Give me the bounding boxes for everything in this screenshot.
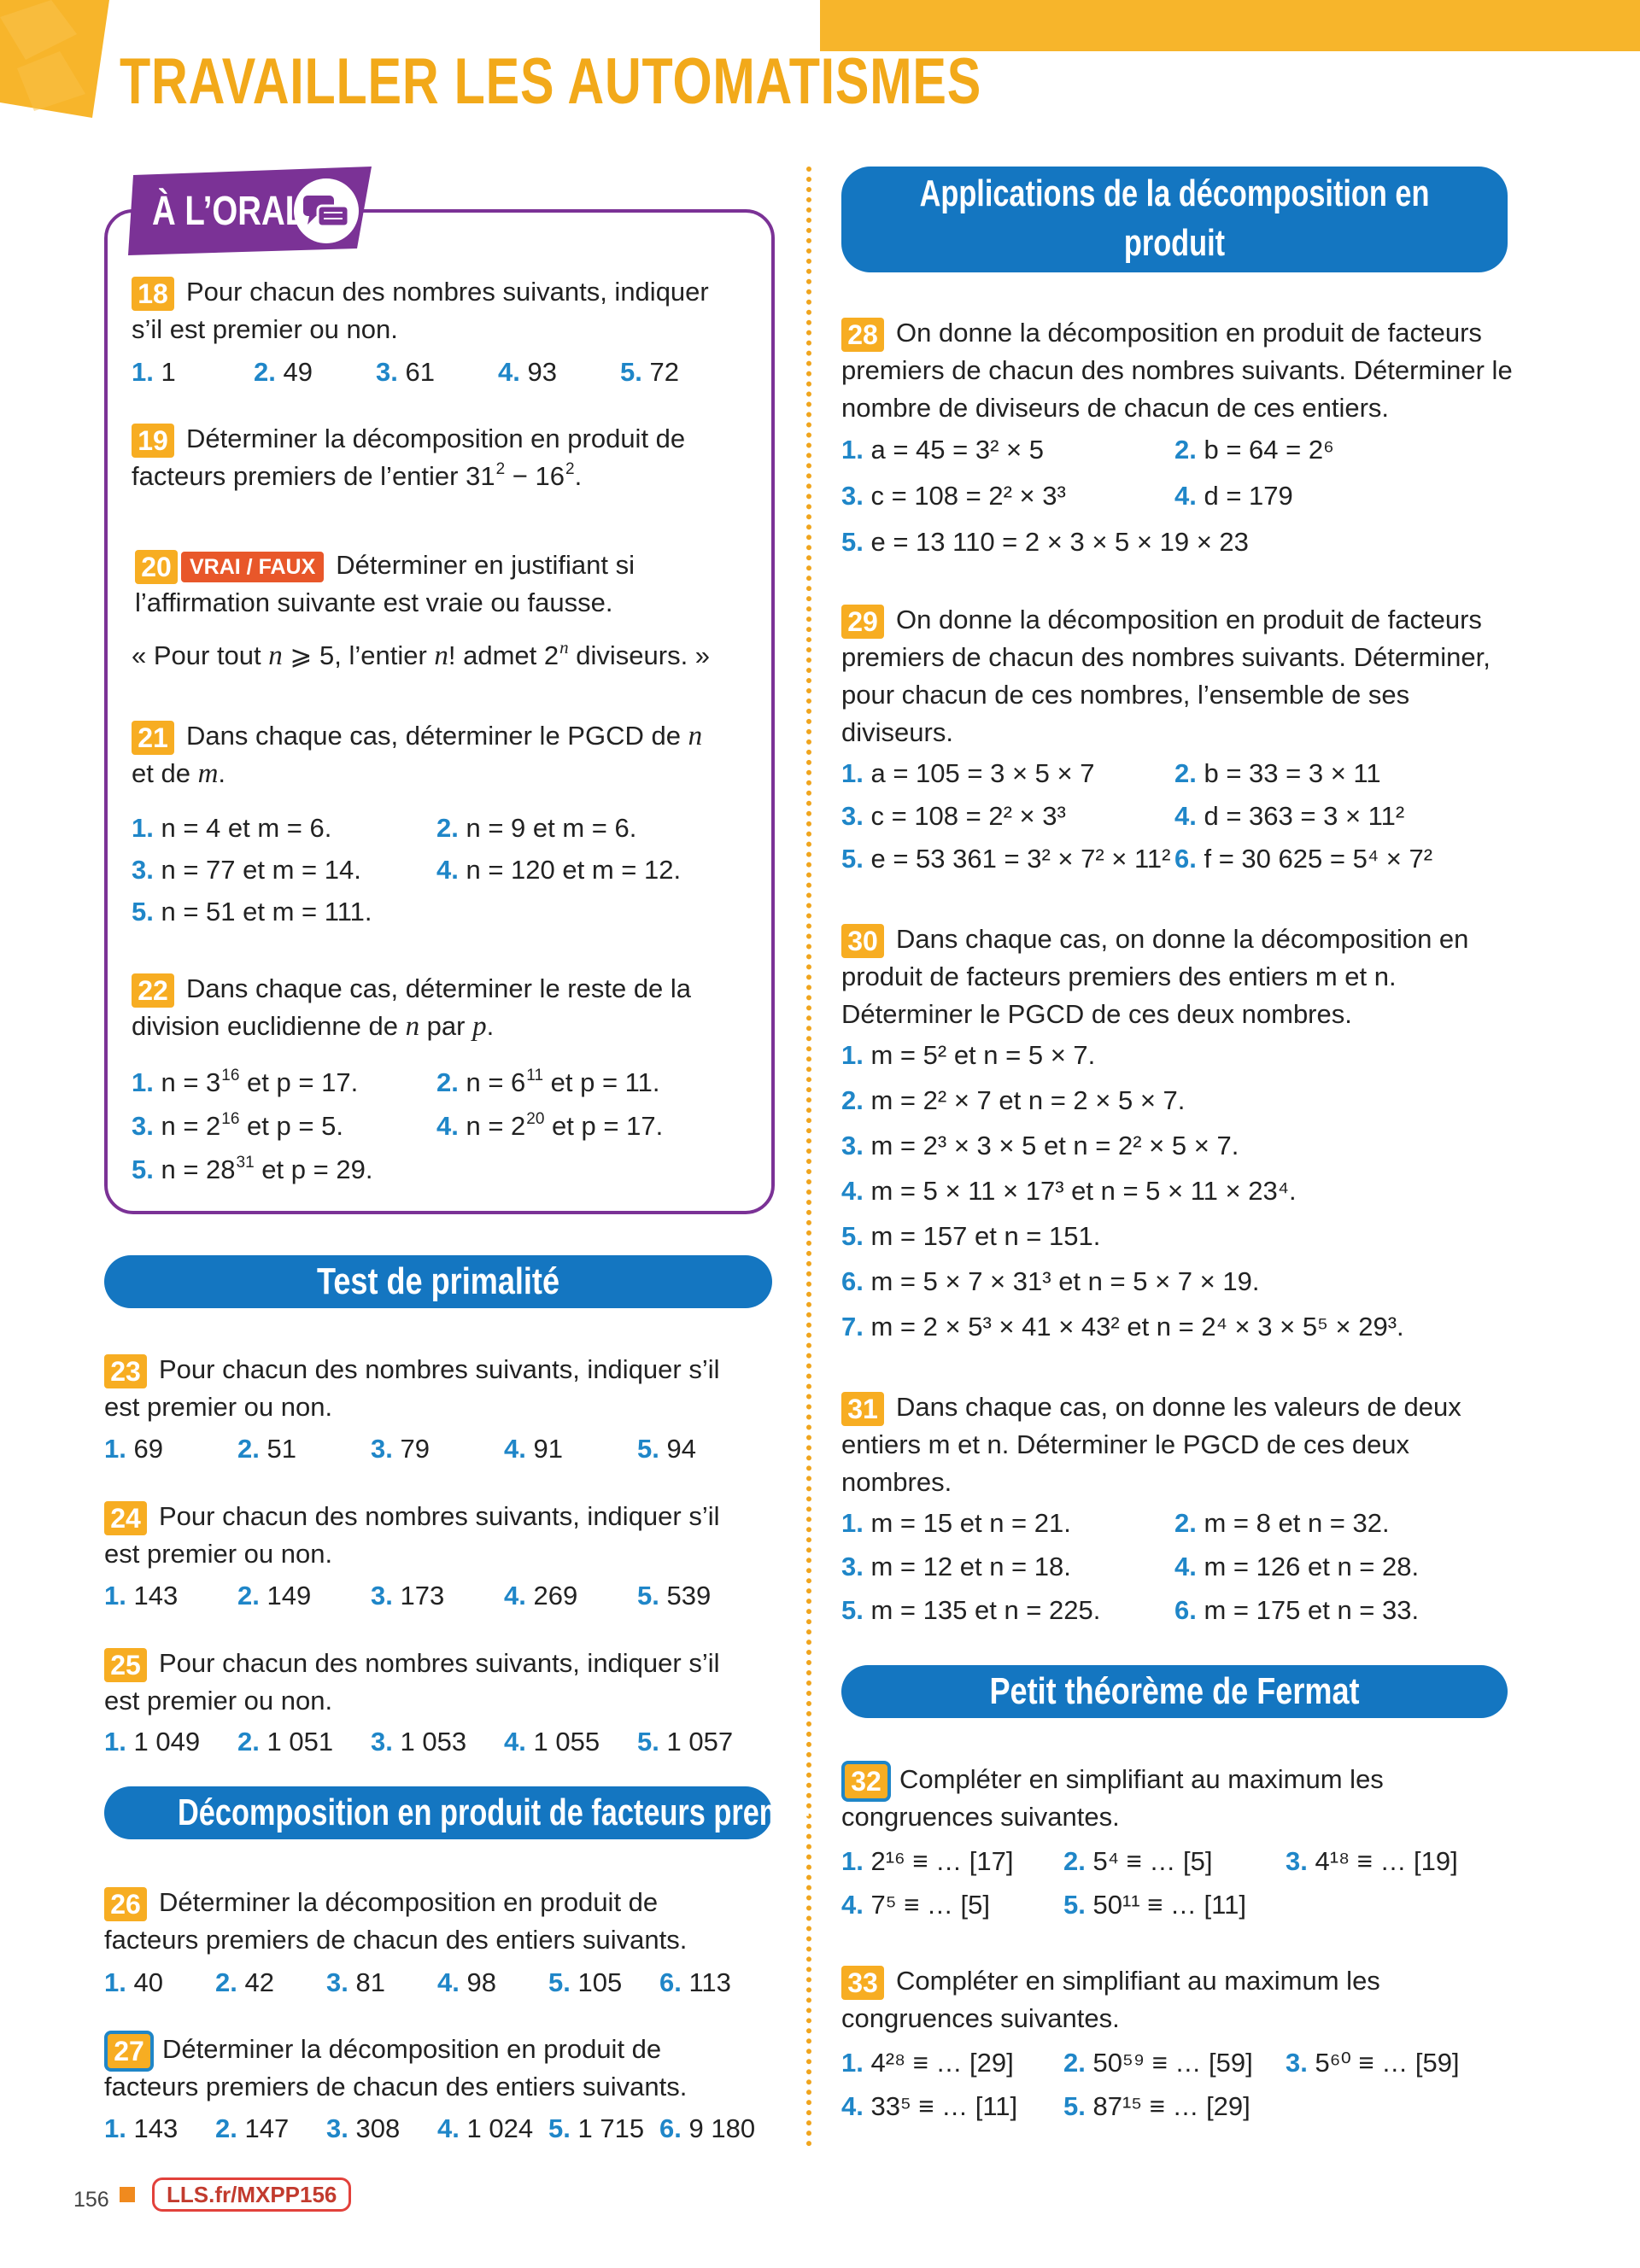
page-number: 156 — [73, 2188, 109, 2212]
section-title-decomposition: Décomposition en produit de facteurs premiers — [178, 1792, 838, 1833]
list-item: 4. 7⁵ ≡ … [5] — [841, 1890, 990, 1920]
list-item: 5. 94 — [637, 1434, 696, 1464]
list-item: 5. 539 — [637, 1581, 712, 1610]
list-item: 2. n = 9 et m = 6. — [436, 813, 637, 843]
list-item: 4. 91 — [504, 1434, 563, 1464]
exercise-21: 21 Dans chaque cas, déterminer le PGCD de n et de m. — [132, 721, 703, 789]
exercise-29: 29 On donne la décomposition en produit de facteurs premiers de chacun des nombres suivants. Déterminer, pour chacun de ces nombres, l’ensemble de ses diviseurs. — [841, 605, 1491, 747]
list-item: 6. f = 30 625 = 5⁴ × 7² — [1174, 844, 1433, 874]
list-item: 4. 269 — [504, 1581, 578, 1610]
list-item: 2. 42 — [215, 1967, 274, 1997]
list-item: 1. m = 15 et n = 21. — [841, 1508, 1071, 1538]
list-item: 5. m = 157 et n = 151. — [841, 1221, 1101, 1251]
list-item: 3. 61 — [376, 357, 435, 387]
list-item: 4. m = 126 et n = 28. — [1174, 1552, 1420, 1581]
list-item: 3. $n = 2^{16}$ et p = 5. — [132, 1110, 343, 1141]
list-item: 4. 1 055 — [504, 1727, 600, 1757]
page-title: TRAVAILLER LES AUTOMATISMES — [120, 45, 982, 118]
exercise-24: 24 Pour chacun des nombres suivants, indiquer s’il est premier ou non. — [104, 1501, 720, 1569]
list-item: 3. m = 12 et n = 18. — [841, 1552, 1071, 1581]
list-item: 3. c = 108 = 2² × 3³ — [841, 481, 1066, 511]
exercise-number: 18 — [132, 277, 174, 311]
list-item: 5. e = 53 361 = 3² × 7² × 11² — [841, 844, 1171, 874]
list-item: 1. $n = 3^{16}$ et p = 17. — [132, 1067, 359, 1097]
list-item: 5. 105 — [548, 1967, 623, 1997]
exercise-26-items — [104, 1964, 770, 2002]
list-item: 4. 98 — [437, 1967, 496, 1997]
list-item: 5. 50¹¹ ≡ … [11] — [1063, 1890, 1246, 1920]
list-item: 3. n = 77 et m = 14. — [132, 855, 361, 885]
exercise-33-items — [841, 2044, 1516, 2131]
list-item: 6. 9 180 — [659, 2113, 756, 2143]
exercise-30: 30 Dans chaque cas, on donne la décomposition en produit de facteurs premiers des entiers m et n. Déterminer le PGCD de ces deux nombres. — [841, 924, 1469, 1029]
list-item: 1. 40 — [104, 1967, 163, 1997]
list-item: 5. 1 057 — [637, 1727, 734, 1757]
exercise-number: 21 — [132, 721, 174, 755]
footer-square-icon — [120, 2187, 135, 2202]
list-item: 5. 1 715 — [548, 2113, 645, 2143]
exercise-23: 23 Pour chacun des nombres suivants, indiquer s’il est premier ou non. — [104, 1354, 720, 1422]
exercise-27: 27 Déterminer la décomposition en produit de facteurs premiers de chacun des entiers suivants. — [104, 2034, 688, 2101]
list-item: 6. m = 5 × 7 × 31³ et n = 5 × 7 × 19. — [841, 1266, 1260, 1296]
list-item: 3. c = 108 = 2² × 3³ — [841, 801, 1066, 831]
list-item: 2. 5⁴ ≡ … [5] — [1063, 1846, 1213, 1876]
list-item: 5. n = 51 et m = 111. — [132, 897, 372, 926]
exercise-number: 22 — [132, 973, 174, 1008]
list-item: 2. 50⁵⁹ ≡ … [59] — [1063, 2048, 1253, 2078]
list-item: 2. b = 33 = 3 × 11 — [1174, 758, 1381, 788]
list-item: 3. 5⁶⁰ ≡ … [59] — [1286, 2048, 1460, 2078]
exercise-27-items — [104, 2110, 770, 2148]
section-title-applications: Applications de la décomposition en produit de facteurs premiers — [919, 172, 1430, 313]
list-item: 1. n = 4 et m = 6. — [132, 813, 332, 843]
exercise-20-statement: « Pour tout n ⩾ 5, l’entier n! admet 2$^n$ diviseurs. » — [132, 637, 711, 671]
list-item: 2. m = 8 et n = 32. — [1174, 1508, 1390, 1538]
list-item: 3. 4¹⁸ ≡ … [19] — [1286, 1846, 1458, 1876]
exercise-number: 26 — [104, 1887, 147, 1921]
list-item: 1. 4²⁸ ≡ … [29] — [841, 2048, 1014, 2078]
exercise-26: 26 Déterminer la décomposition en produit de facteurs premiers de chacun des entiers suivants. — [104, 1887, 688, 1955]
exercise-number: 23 — [104, 1354, 147, 1388]
list-item: 3. 308 — [326, 2113, 401, 2143]
list-item: 6. 113 — [659, 1967, 731, 1997]
column-divider — [806, 167, 811, 2148]
list-item: 5. e = 13 110 = 2 × 3 × 5 × 19 × 23 — [841, 527, 1249, 557]
list-item: 3. m = 2³ × 3 × 5 et n = 2² × 5 × 7. — [841, 1131, 1239, 1160]
list-item: 7. m = 2 × 5³ × 41 × 43² et n = 2⁴ × 3 × 5⁵ × 29³. — [841, 1312, 1404, 1342]
exercise-33: 33 Compléter en simplifiant au maximum les congruences suivantes. — [841, 1966, 1380, 2033]
exercise-32: 32 Compléter en simplifiant au maximum les congruences suivantes. — [841, 1764, 1384, 1832]
exercise-31: 31 Dans chaque cas, on donne les valeurs de deux entiers m et n. Déterminer le PGCD de ces deux nombres. — [841, 1392, 1461, 1497]
list-item: 1. a = 105 = 3 × 5 × 7 — [841, 758, 1095, 788]
list-item: 5. m = 135 et n = 225. — [841, 1595, 1101, 1625]
list-item: 2. 147 — [215, 2113, 290, 2143]
exercise-21-items — [132, 810, 764, 935]
list-item: 3. 173 — [371, 1581, 445, 1610]
exercise-29-items — [841, 755, 1516, 883]
exercise-number: 24 — [104, 1501, 147, 1535]
exercise-25: 25 Pour chacun des nombres suivants, indiquer s’il est premier ou non. — [104, 1648, 720, 1716]
list-item: 4. n = 120 et m = 12. — [436, 855, 682, 885]
exercise-number: 20 — [135, 550, 178, 584]
exercise-number: 29 — [841, 605, 884, 639]
exercise-number: 30 — [841, 924, 884, 958]
list-item: 1. 1 — [132, 357, 176, 387]
exercise-32-items — [841, 1843, 1516, 1930]
section-title-test: Test de primalité — [316, 1260, 560, 1302]
true-false-tag: VRAI / FAUX — [181, 552, 324, 582]
list-item: 3. 79 — [371, 1434, 430, 1464]
list-item: 4. 33⁵ ≡ … [11] — [841, 2091, 1018, 2121]
list-item: 1. 143 — [104, 1581, 179, 1610]
list-item: 2. 149 — [237, 1581, 312, 1610]
exercise-number: 33 — [841, 1966, 884, 2000]
exercise-23-items — [104, 1430, 770, 1468]
list-item: 1. 2¹⁶ ≡ … [17] — [841, 1846, 1014, 1876]
list-item: 2. b = 64 = 2⁶ — [1174, 435, 1334, 465]
exercise-20: 20 VRAI / FAUX Déterminer en justifiant si l’affirmation suivante est vraie ou fausse. — [135, 550, 635, 617]
exercise-22: 22 Dans chaque cas, déterminer le reste de la division euclidienne de n par p. — [132, 973, 692, 1042]
list-item: 4. $n = 2^{20}$ et p = 17. — [436, 1110, 664, 1141]
list-item: 2. $n = 6^{11}$ et p = 11. — [436, 1067, 660, 1097]
list-item: 2. 1 051 — [237, 1727, 334, 1757]
exercise-number: 25 — [104, 1648, 147, 1682]
exercise-number: 27 — [108, 2034, 150, 2068]
list-item: 2. 51 — [237, 1434, 296, 1464]
section-title-fermat: Petit théorème de Fermat — [989, 1670, 1360, 1712]
list-item: 4. m = 5 × 11 × 17³ et n = 5 × 11 × 23⁴. — [841, 1176, 1297, 1206]
exercise-24-items — [104, 1577, 770, 1615]
exercise-number: 32 — [845, 1764, 887, 1798]
oral-badge-label: À L’ORAL — [152, 189, 306, 234]
list-item: 3. 1 053 — [371, 1727, 467, 1757]
list-item: 1. a = 45 = 3² × 5 — [841, 435, 1044, 465]
list-item: 4. 93 — [498, 357, 557, 387]
list-item: 5. 87¹⁵ ≡ … [29] — [1063, 2091, 1250, 2121]
list-item: 4. d = 179 — [1174, 481, 1293, 511]
exercise-number: 31 — [841, 1392, 884, 1426]
list-item: 5. 72 — [620, 357, 679, 387]
exercise-18 — [132, 273, 747, 348]
exercise-25-items — [104, 1723, 770, 1761]
exercise-31-items — [841, 1505, 1516, 1635]
exercise-number: 28 — [841, 318, 884, 352]
list-item: 5. $n = 28^{31}$ et p = 29. — [132, 1154, 373, 1184]
exercise-19: 19 Déterminer la décomposition en produit de facteurs premiers de l’entier $31^2 - 16^2$. — [132, 424, 686, 491]
exercise-22-items — [132, 1064, 764, 1195]
exercise-28: 28 On donne la décomposition en produit de facteurs premiers de chacun des nombres suivants. Déterminer le nombre de diviseurs de chacun de ces entiers. — [841, 318, 1513, 423]
list-item: 4. d = 363 = 3 × 11² — [1174, 801, 1405, 831]
corner-decoration — [0, 0, 111, 120]
exercise-30-items — [841, 1037, 1516, 1353]
list-item: 2. 49 — [254, 357, 313, 387]
list-item: 4. 1 024 — [437, 2113, 534, 2143]
list-item: 2. m = 2² × 7 et n = 2 × 5 × 7. — [841, 1085, 1186, 1115]
exercise-28-items — [841, 431, 1516, 570]
list-item: 1. 1 049 — [104, 1727, 201, 1757]
footer-link[interactable]: LLS.fr/MXPP156 — [152, 2177, 351, 2212]
list-item: 1. 143 — [104, 2113, 179, 2143]
list-item: 1. m = 5² et n = 5 × 7. — [841, 1040, 1096, 1070]
list-item: 3. 81 — [326, 1967, 385, 1997]
exercise-18-items — [132, 354, 742, 391]
exercise-text: Pour chacun des nombres suivants, indiquer s’il est premier ou non. — [132, 277, 709, 344]
list-item: 6. m = 175 et n = 33. — [1174, 1595, 1420, 1625]
list-item: 1. 69 — [104, 1434, 163, 1464]
exercise-number: 19 — [132, 424, 174, 458]
